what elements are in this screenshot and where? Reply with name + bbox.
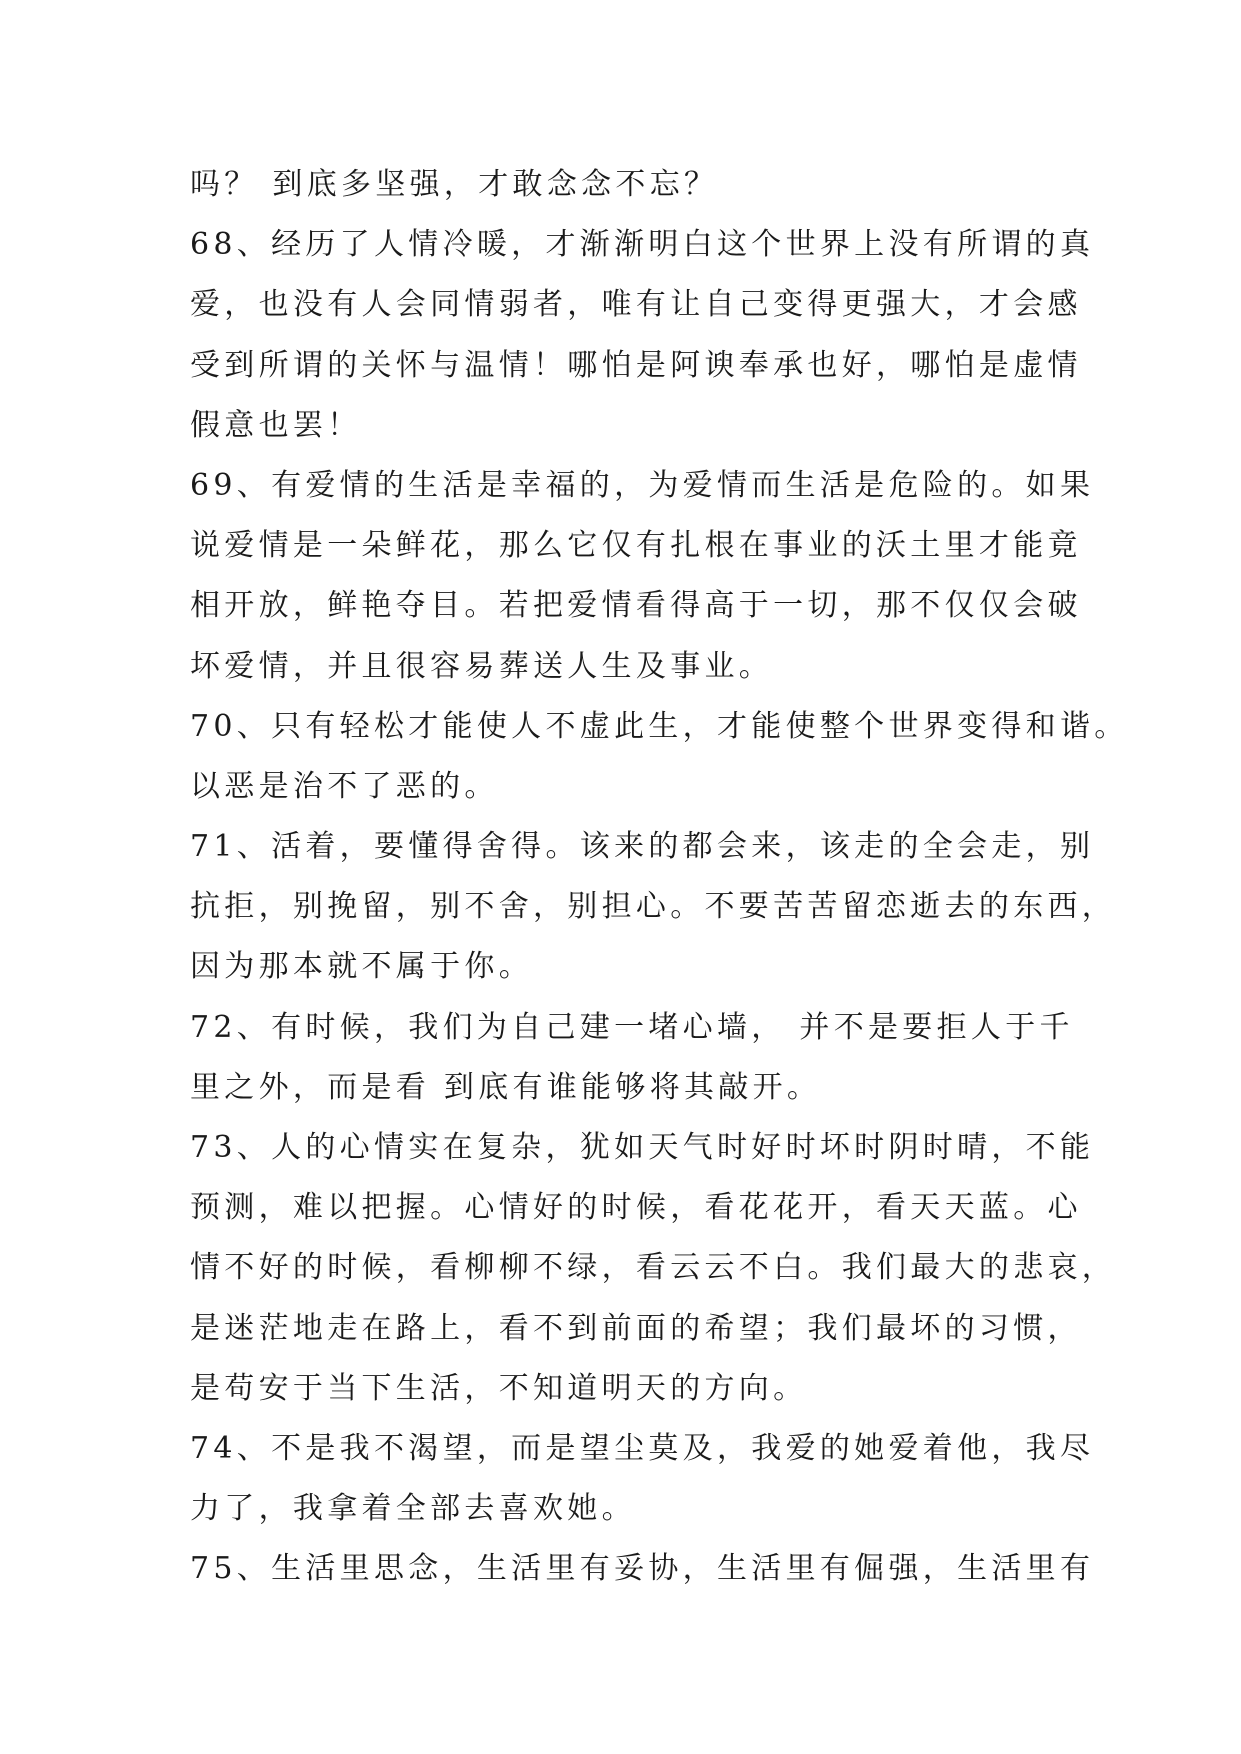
text-line: 是苟安于当下生活，不知道明天的方向。 <box>190 1370 808 1406</box>
text-line: 75、生活里思念，生活里有妥协，生活里有倔强，生活里有 <box>190 1551 1095 1587</box>
text-line: 73、人的心情实在复杂，犹如天气时好时坏时阴时晴，不能 <box>190 1130 1095 1165</box>
text-line: 68、经历了人情冷暖，才渐渐明白这个世界上没有所谓的真 <box>190 227 1095 263</box>
text-line: 69、有爱情的生活是幸福的，为爱情而生活是危险的。如果 <box>190 467 1095 503</box>
text-line: 以恶是治不了恶的。 <box>190 768 499 804</box>
text-line: 情不好的时候，看柳柳不绿，看云云不白。我们最大的悲哀， <box>190 1250 1117 1286</box>
text-line: 相开放，鲜艳夺目。若把爱情看得高于一切，那不仅仅会破 <box>190 588 1082 624</box>
text-line: 受到所谓的关怀与温情！哪怕是阿谀奉承也好，哪怕是虚情 <box>190 347 1082 383</box>
text-line: 74、不是我不渴望，而是望尘莫及，我爱的她爱着他，我尽 <box>190 1430 1095 1466</box>
body-text <box>190 155 1129 1600</box>
text-line: 抗拒，别挽留，别不舍，别担心。不要苦苦留恋逝去的东西， <box>190 889 1117 925</box>
text-line: 坏爱情，并且很容易葬送人生及事业。 <box>190 648 774 684</box>
text-line: 70、只有轻松才能使人不虚此生，才能使整个世界变得和谐。 <box>190 708 1129 744</box>
text-line: 是迷茫地走在路上，看不到前面的希望；我们最坏的习惯， <box>190 1310 1082 1346</box>
text-line: 吗？ 到底多坚强，才敢念念不忘？ <box>190 167 719 202</box>
text-line: 71、活着，要懂得舍得。该来的都会来，该走的全会走，别 <box>190 829 1095 865</box>
text-line: 里之外，而是看 到底有谁能够将其敲开。 <box>190 1069 822 1105</box>
text-line: 72、有时候，我们为自己建一堵心墙， 并不是要拒人于千 <box>190 1009 1074 1045</box>
text-line: 预测，难以把握。心情好的时候，看花花开，看天天蓝。心 <box>190 1190 1082 1226</box>
text-line: 因为那本就不属于你。 <box>190 949 533 985</box>
text-line: 爱，也没有人会同情弱者，唯有让自己变得更强大，才会感 <box>190 287 1082 323</box>
text-line: 假意也罢！ <box>190 407 362 443</box>
text-line: 力了，我拿着全部去喜欢她。 <box>190 1491 636 1527</box>
text-line: 说爱情是一朵鲜花，那么它仅有扎根在事业的沃土里才能竟 <box>190 528 1082 564</box>
